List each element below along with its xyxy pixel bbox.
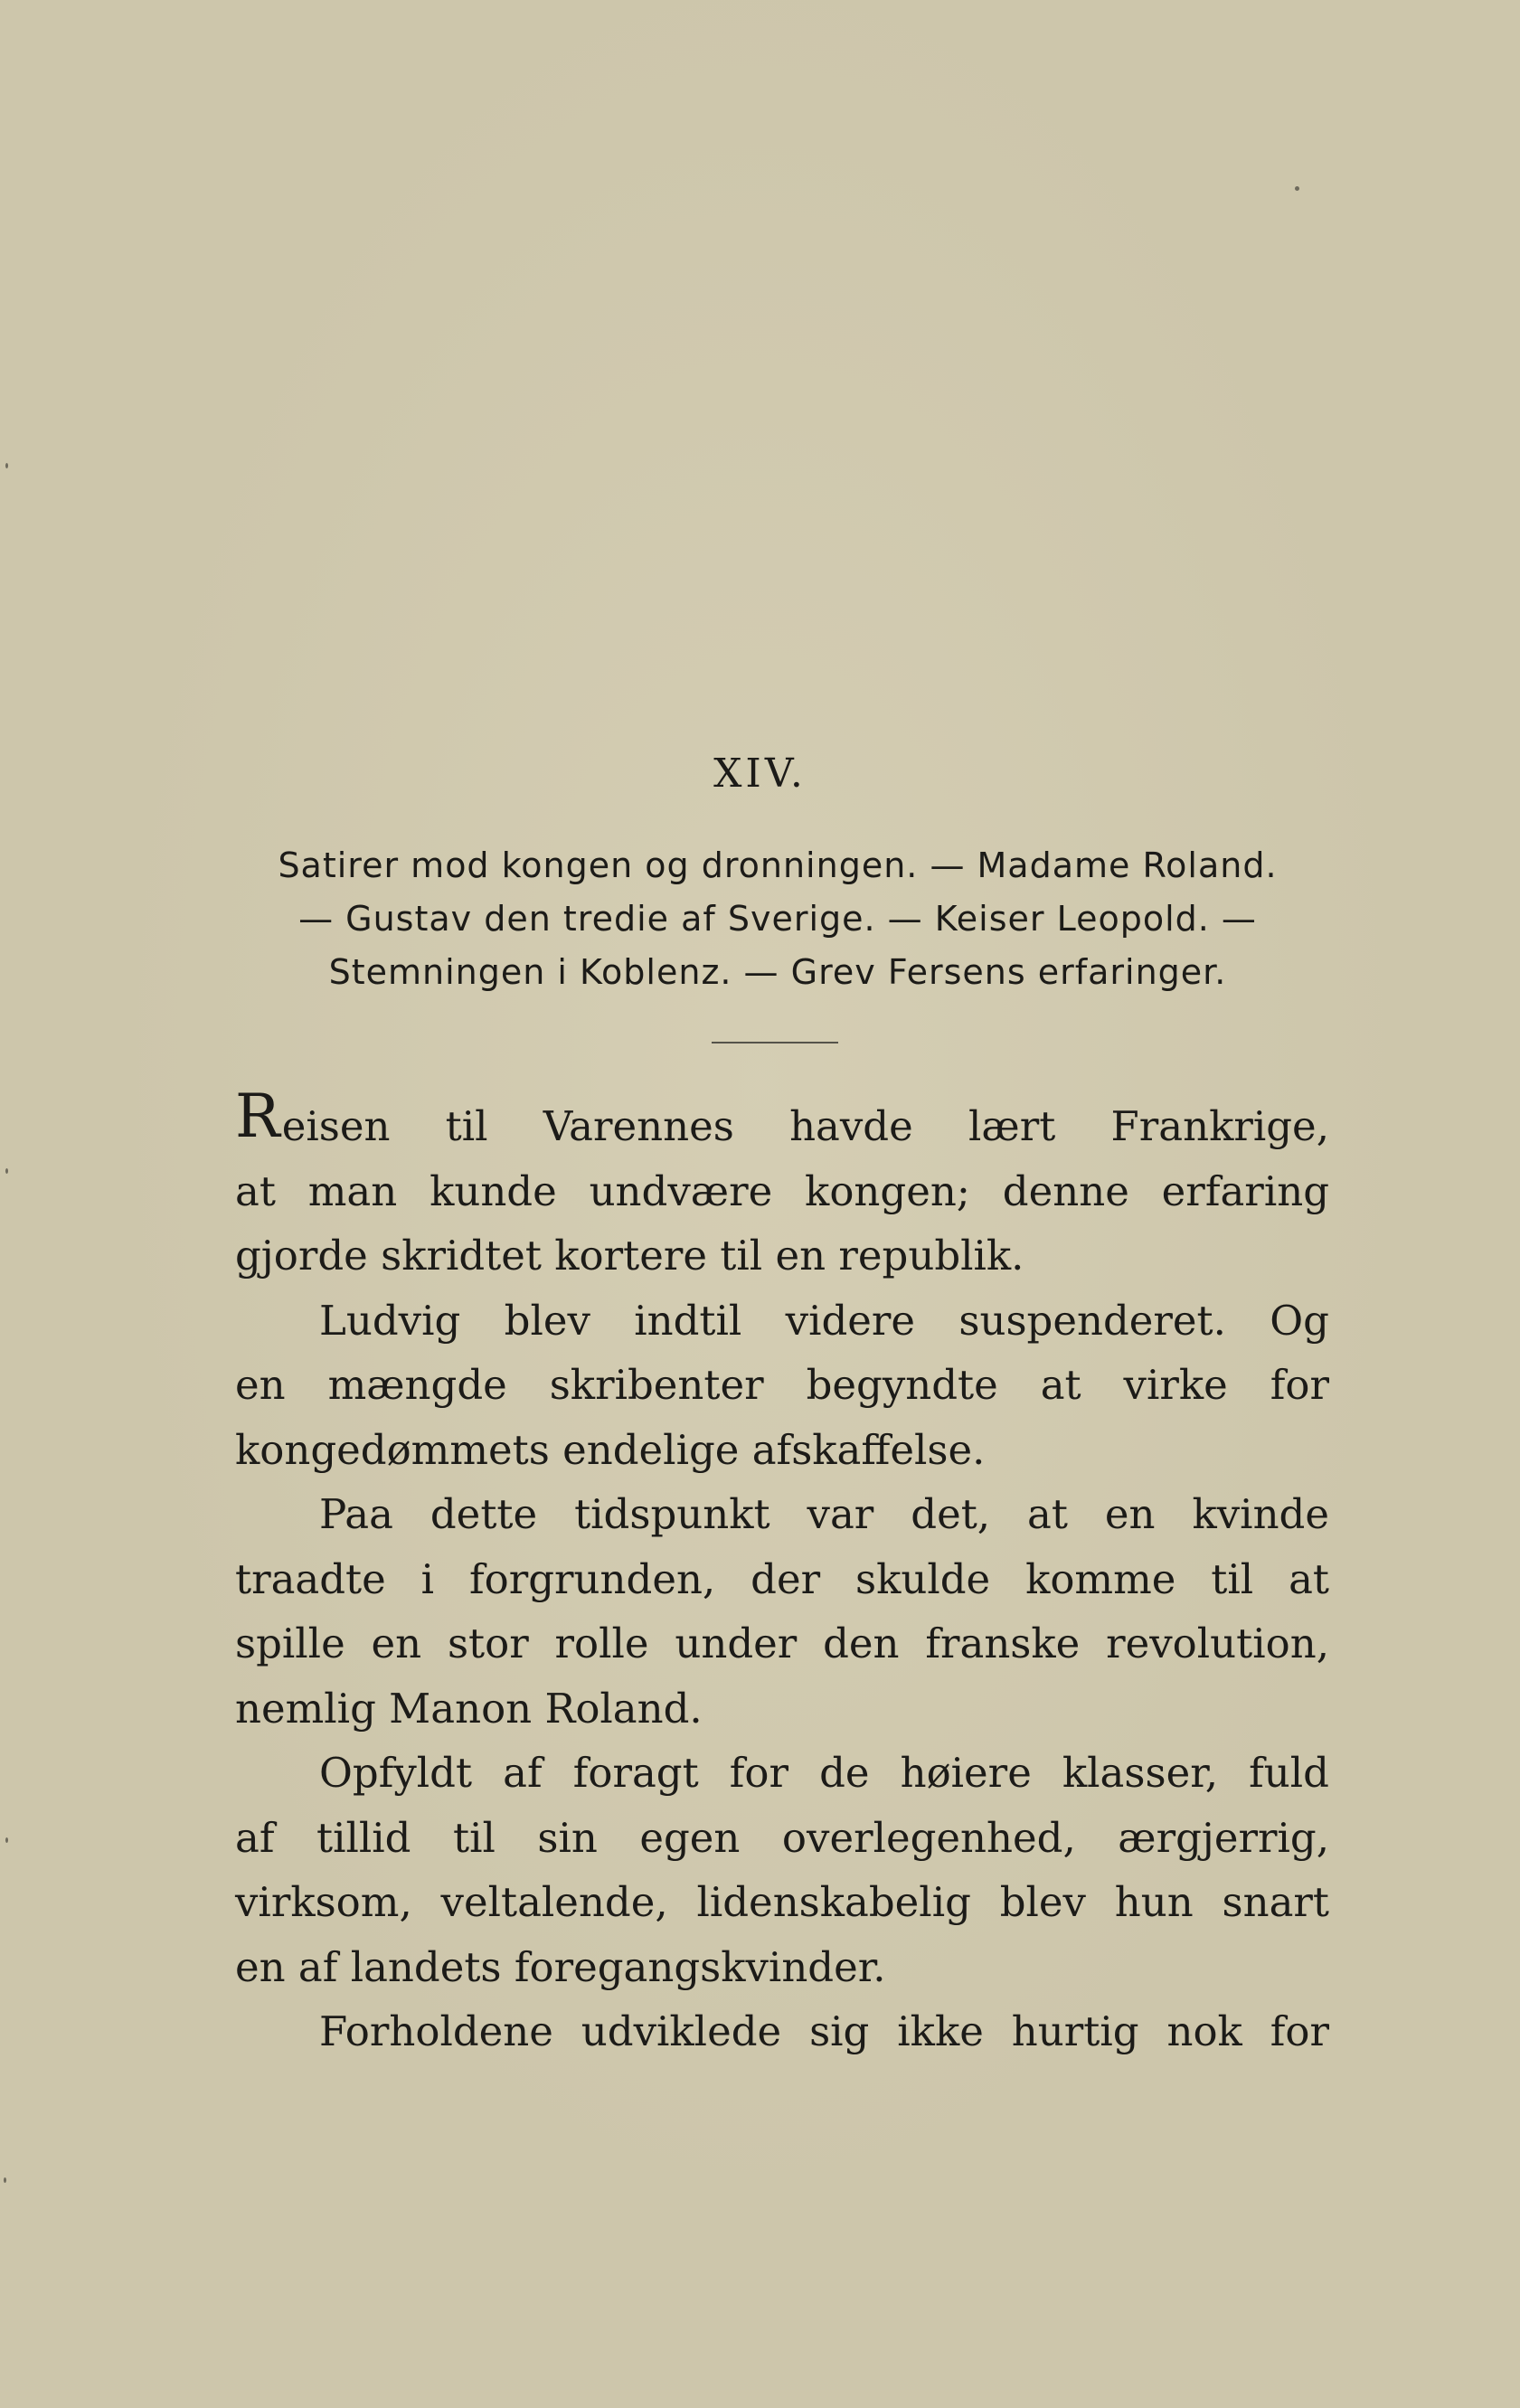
drop-cap: R — [235, 1081, 280, 1151]
paragraph — [235, 1741, 1329, 1999]
summary-line: Satirer mod kongen og dronningen. — Madame Roland. — [278, 845, 1278, 885]
ink-speck — [5, 1837, 8, 1843]
paragraph-line: kongedømmets endelige afskaffelse. — [235, 1425, 986, 1474]
ink-speck — [4, 2177, 6, 2183]
paragraph-line: Ludvig blev indtil videre suspenderet. Og — [319, 1296, 1329, 1345]
paragraph-line: Forholdene udviklede sig ikke hurtig nok for — [319, 2007, 1329, 2055]
chapter-summary — [231, 839, 1325, 999]
paragraph-line: en af landets foregangskvinder. — [235, 1942, 886, 1991]
paragraph-line: nemlig Manon Roland. — [235, 1684, 703, 1733]
ink-speck — [1295, 186, 1299, 191]
paragraph-line: Opfyldt af foragt for de høiere klasser, fuld — [319, 1749, 1329, 1797]
paragraph-line: gjorde skridtet kortere til en republik. — [235, 1232, 1024, 1280]
section-divider — [712, 1042, 838, 1043]
paragraph-line: Paa dette tidspunkt var det, at en kvinde — [319, 1490, 1329, 1538]
summary-line: — Gustav den tredie af Sverige. — Keiser Leopold. — — [298, 899, 1257, 939]
paragraph — [235, 1081, 1329, 1289]
paragraph-line: en mængde skribenter begyndte at virke for — [235, 1361, 1329, 1409]
paragraph-line: traadte i forgrunden, der skulde komme til at — [235, 1554, 1329, 1603]
paragraph-line: af tillid til sin egen overlegenhed, ærgjerrig, — [235, 1813, 1329, 1862]
paragraph-line: spille en stor rolle under den franske revolution, — [235, 1619, 1329, 1667]
paragraph — [235, 1482, 1329, 1741]
chapter-body — [235, 1081, 1329, 2064]
paragraph-line-text: eisen til Varennes havde lært Frankrige, — [281, 1102, 1329, 1150]
ink-speck — [5, 1168, 8, 1174]
paragraph — [235, 1289, 1329, 1483]
paragraph — [235, 1999, 1329, 2064]
paragraph-line: virksom, veltalende, lidenskabelig blev hun snart — [235, 1878, 1329, 1926]
ink-speck — [5, 463, 8, 468]
chapter-number: XIV. — [713, 751, 807, 797]
paragraph-line — [235, 1081, 1329, 1159]
paragraph-line: at man kunde undvære kongen; denne erfaring — [235, 1166, 1329, 1215]
summary-line: Stemningen i Koblenz. — Grev Fersens erfaringer. — [328, 952, 1227, 992]
